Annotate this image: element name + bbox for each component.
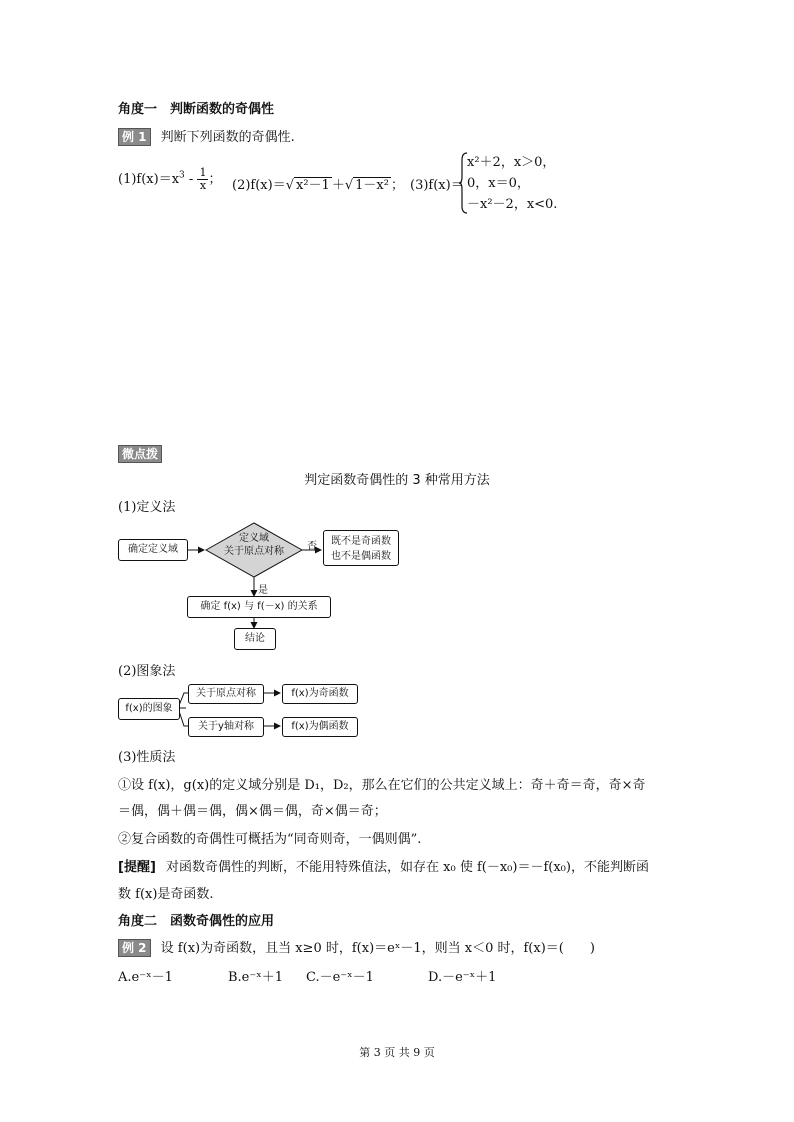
- flow-conclusion-box: 结论: [234, 628, 276, 650]
- example-2: [118, 937, 595, 957]
- function-3-cases: [467, 152, 557, 215]
- function-1: [118, 167, 221, 192]
- option-d: D.－e⁻ˣ＋1: [428, 970, 497, 985]
- property-2: ②复合函数的奇偶性可概括为“同奇则奇，一偶则偶”.: [118, 832, 422, 847]
- f1-end: ；: [208, 172, 222, 187]
- function-2: [232, 174, 404, 193]
- reminder-text-1: 对函数奇偶性的判断，不能用特殊值法，如存在 x₀ 使 f(－x₀)＝－f(x₀)，不能判断函: [166, 860, 649, 875]
- f1-exponent: 3: [179, 170, 185, 181]
- property-1-line-2: ＝偶，偶＋偶＝偶，偶×偶＝偶，奇×偶＝奇；: [118, 804, 387, 819]
- flow-yes-label: 是: [258, 585, 268, 596]
- page-footer: 第 3 页 共 9 页: [359, 1046, 435, 1059]
- tip-badge-wrapper: [118, 443, 162, 463]
- example-badge: 例 1: [118, 128, 151, 146]
- no-result-line-2: 也不是偶函数: [331, 551, 391, 562]
- radical-icon: √: [344, 178, 354, 193]
- reminder-label: [提醒]: [118, 860, 156, 875]
- radical-icon: √: [285, 178, 294, 193]
- case-3: －x²－2，x<0.: [467, 197, 558, 212]
- case-2: 0，x＝0，: [467, 176, 530, 191]
- f2-plus: ＋: [331, 178, 345, 193]
- option-b: B.e⁻ˣ＋1: [228, 970, 284, 985]
- example-1: [118, 126, 295, 146]
- f1-prefix: (1)f(x)＝x: [118, 172, 180, 187]
- method-3-label: (3)性质法: [118, 750, 176, 765]
- section-heading-2: 角度二 函数奇偶性的应用: [118, 914, 275, 929]
- f1-denominator: x: [199, 179, 207, 192]
- flow-start-box: 确定定义域: [118, 539, 188, 561]
- example-prompt: 判断下列函数的奇偶性.: [160, 130, 295, 145]
- f2-end: ；: [390, 178, 404, 193]
- option-c: C.－e⁻ˣ－1: [306, 970, 374, 985]
- graph-start-box: f(x)的图象: [118, 698, 180, 720]
- example-2-question: 设 f(x)为奇函数，且当 x≥0 时，f(x)＝eˣ－1，则当 x＜0 时，f(x)＝( ): [160, 941, 595, 956]
- f1-minus: -: [184, 172, 198, 187]
- function-3-prefix: (3)f(x)＝: [410, 178, 464, 193]
- graph-result-1-box: f(x)为奇函数: [282, 684, 358, 704]
- graph-branch-1-box: 关于原点对称: [188, 684, 264, 704]
- f2-radicand-1: x²－1: [296, 178, 330, 193]
- f1-numerator: 1: [199, 166, 207, 179]
- decision-line-2: 关于原点对称: [224, 546, 284, 557]
- graph-result-2-box: f(x)为偶函数: [282, 717, 358, 737]
- property-1-line-1: ①设 f(x)，g(x)的定义域分别是 D₁，D₂，那么在它们的公共定义域上：奇＋奇＝奇，奇×奇: [118, 778, 646, 793]
- no-result-line-1: 既不是奇函数: [331, 536, 391, 547]
- example-badge: 例 2: [118, 939, 151, 957]
- reminder-line-2: 数 f(x)是奇函数.: [118, 887, 214, 902]
- tip-badge: 微点拨: [118, 445, 162, 463]
- option-a: A.e⁻ˣ－1: [118, 970, 173, 985]
- section-heading-1: 角度一 判断函数的奇偶性: [118, 102, 275, 117]
- flow-decision-label: [214, 532, 294, 558]
- method-2-label: (2)图象法: [118, 664, 176, 679]
- f2-prefix: (2)f(x)＝: [232, 178, 286, 193]
- graph-branch-2-box: 关于y轴对称: [188, 717, 264, 737]
- flow-relation-box: 确定 f(x) 与 f(－x) 的关系: [187, 596, 331, 618]
- case-1: x²＋2，x＞0，: [467, 155, 556, 170]
- decision-line-1: 定义域: [239, 533, 269, 544]
- method-1-label: (1)定义法: [118, 500, 176, 515]
- flow-no-result-box: [323, 530, 399, 566]
- f2-radicand-2: 1－x²: [355, 178, 389, 193]
- f1-fraction: [197, 167, 208, 192]
- tip-title: 判定函数奇偶性的 3 种常用方法: [304, 473, 490, 488]
- flow-no-label: 否: [307, 541, 317, 552]
- reminder-line-1: [118, 856, 649, 875]
